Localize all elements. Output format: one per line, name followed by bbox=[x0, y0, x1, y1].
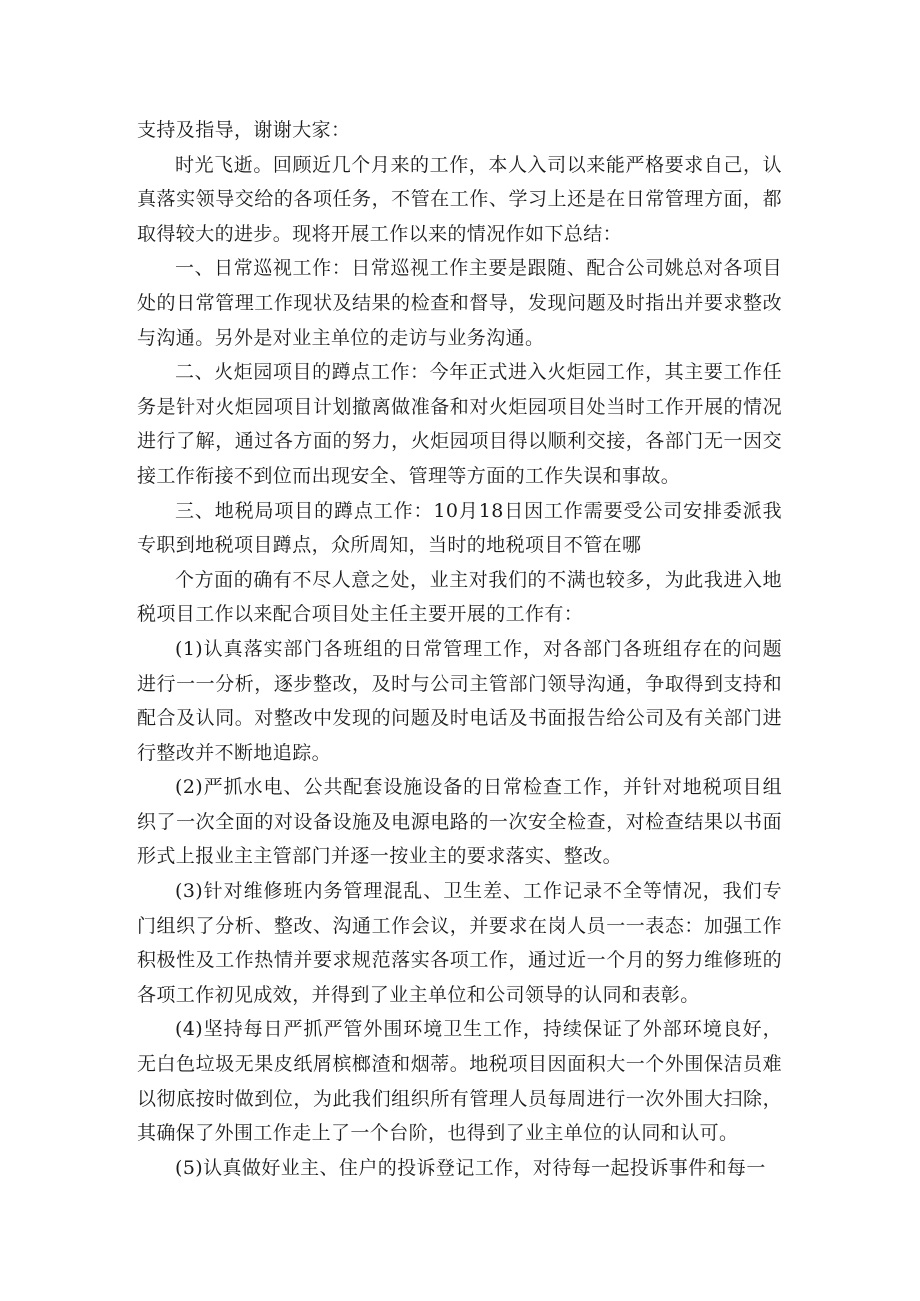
paragraph-item-3: (3)针对维修班内务管理混乱、卫生差、工作记录不全等情况，我们专门组织了分析、整改、沟通工作会议，并要求在岗人员一一表态：加强工作积极性及工作热情并要求规范落实各项工作，通过近一个月的努力维修班的各项工作初见成效，并得到了业主单位和公司领导的认同和表彰。 bbox=[137, 880, 782, 1006]
paragraph-tax-bureau-continued: 个方面的确有不尽人意之处，业主对我们的不满也较多，为此我进入地税项目工作以来配合项目处主任主要开展的工作有： bbox=[137, 568, 782, 626]
document-body bbox=[137, 113, 782, 1185]
paragraph-item-5: (5)认真做好业主、住户的投诉登记工作，对待每一起投诉事件和每一 bbox=[175, 1156, 766, 1179]
paragraph-torch-park: 二、火炬园项目的蹲点工作：今年正式进入火炬园工作，其主要工作任务是针对火炬园项目计划撤离做准备和对火炬园项目处当时工作开展的情况进行了解，通过各方面的努力，火炬园项目得以顺利交接，各部门无一因交接工作衔接不到位而出现安全、管理等方面的工作失误和事故。 bbox=[137, 361, 782, 487]
paragraph-closing-thanks: 支持及指导，谢谢大家： bbox=[137, 119, 351, 141]
paragraph-tax-bureau: 三、地税局项目的蹲点工作：10月18日因工作需要受公司安排委派我专职到地税项目蹲点，众所周知，当时的地税项目不管在哪 bbox=[137, 499, 782, 557]
paragraph-intro: 时光飞逝。回顾近几个月来的工作，本人入司以来能严格要求自己，认真落实领导交给的各项任务，不管在工作、学习上还是在日常管理方面，都取得较大的进步。现将开展工作以来的情况作如下总结： bbox=[137, 153, 782, 245]
paragraph-item-2: (2)严抓水电、公共配套设施设备的日常检查工作，并针对地税项目组织了一次全面的对设备设施及电源电路的一次安全检查，对检查结果以书面形式上报业主主管部门并逐一按业主的要求落实、整改。 bbox=[137, 776, 782, 868]
paragraph-item-1: (1)认真落实部门各班组的日常管理工作，对各部门各班组存在的问题进行一一分析，逐步整改，及时与公司主管部门领导沟通，争取得到支持和配合及认同。对整改中发现的问题及时电话及书面报告给公司及有关部门进行整改并不断地追踪。 bbox=[137, 637, 782, 764]
paragraph-item-4: (4)坚持每日严抓严管外围环境卫生工作，持续保证了外部环境良好，无白色垃圾无果皮纸屑槟榔渣和烟蒂。地税项目因面积大一个外围保洁员难以彻底按时做到位，为此我们组织所有管理人员每周进行一次外围大扫除，其确保了外围工作走上了一个台阶，也得到了业主单位的认同和认可。 bbox=[137, 1018, 782, 1145]
paragraph-daily-inspection: 一、日常巡视工作：日常巡视工作主要是跟随、配合公司姚总对各项目处的日常管理工作现状及结果的检查和督导，发现问题及时指出并要求整改与沟通。另外是对业主单位的走访与业务沟通。 bbox=[137, 257, 782, 349]
